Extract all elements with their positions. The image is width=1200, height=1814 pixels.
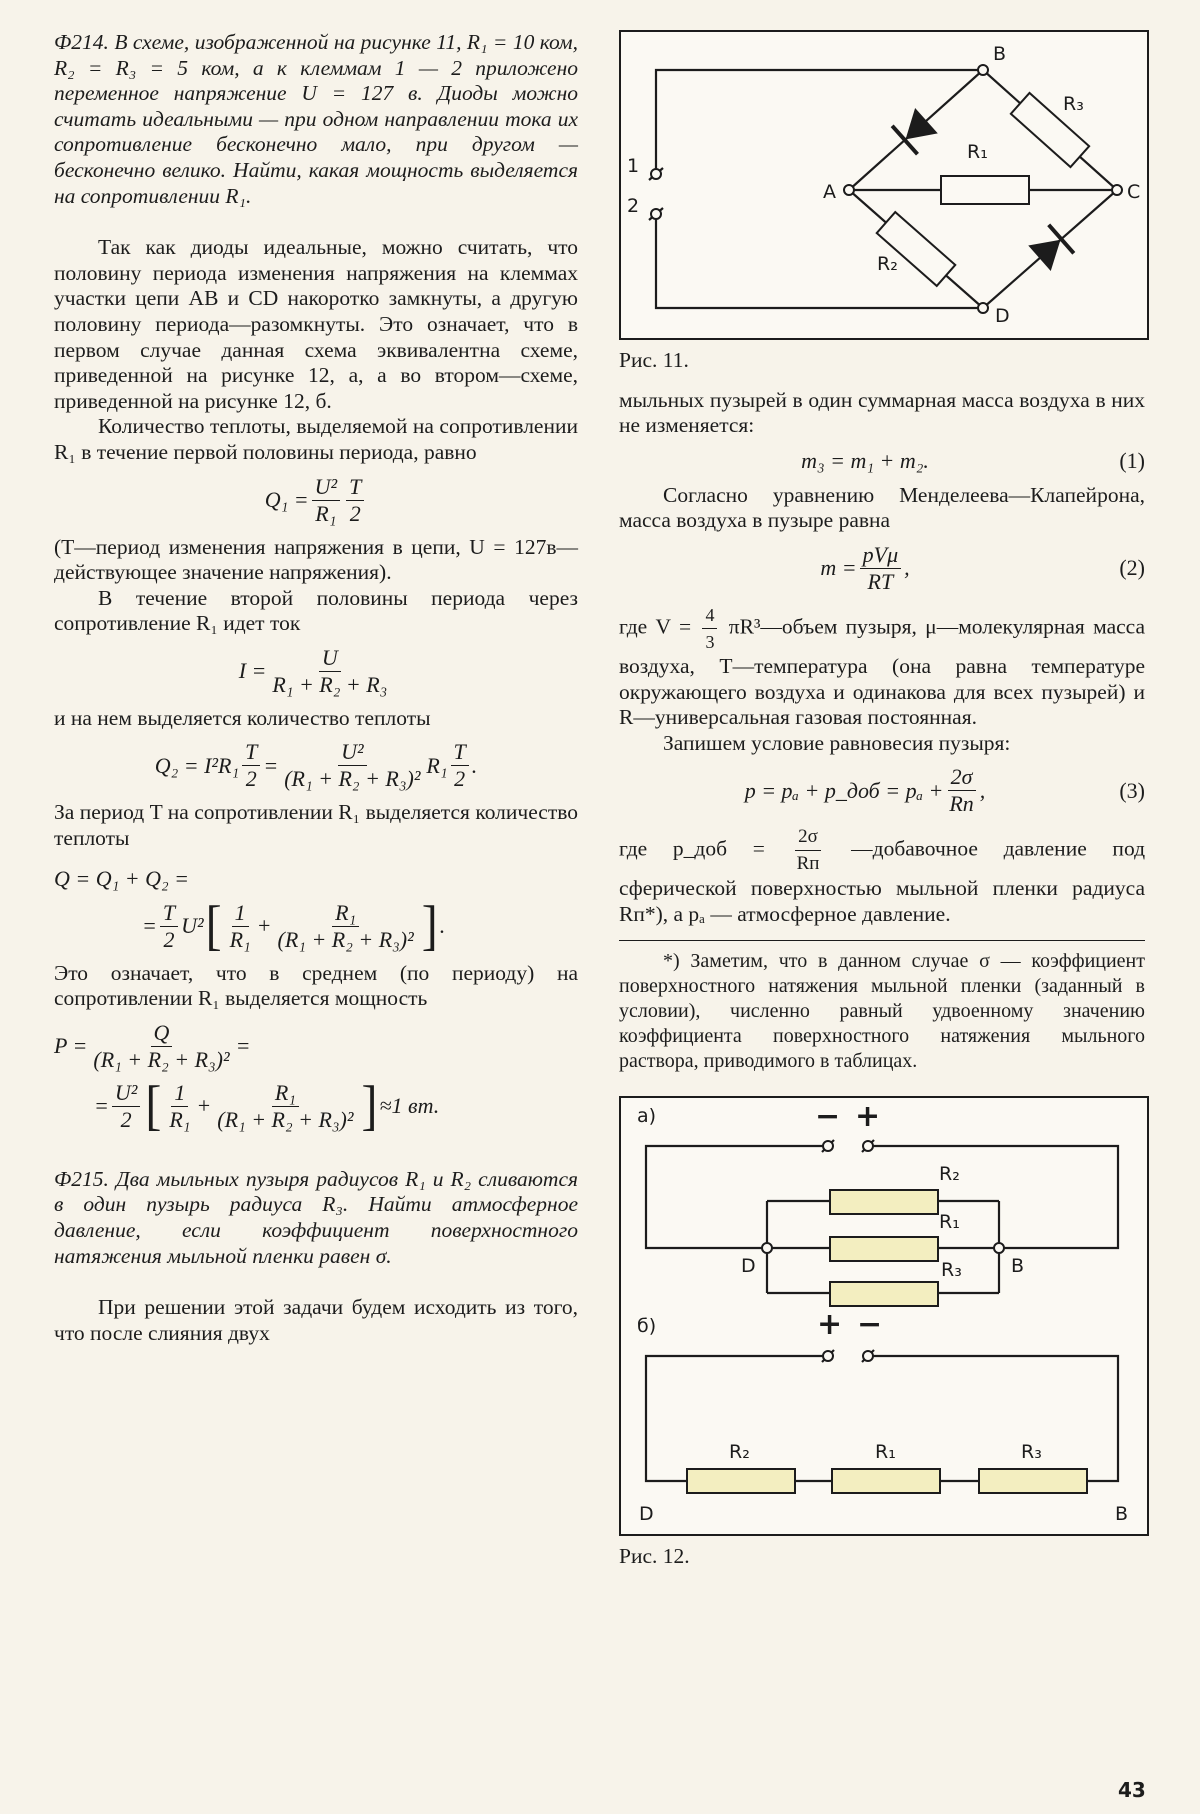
label-r1: R₁: [967, 141, 988, 163]
terminal-minus-a: [823, 1141, 833, 1151]
label-r1-a: R₁: [939, 1210, 960, 1233]
diode-cd: [1027, 225, 1074, 273]
solution-paragraph: В течение второй половины периода через сопротивление R₁ идет ток: [54, 585, 578, 636]
node-b: [978, 65, 988, 75]
label-part-b: б): [637, 1314, 657, 1337]
label-r3: R₃: [1063, 93, 1084, 115]
node-d-a: [762, 1243, 772, 1253]
label-d: D: [995, 305, 1010, 327]
label-r2-b: R₂: [729, 1440, 750, 1463]
solution-paragraph: где V = $\frac{4}{3}$ πR³—объем пузыря, μ—молекулярная масса воздуха, T—температура (она равна температуре окружающего воздуха и одинакова для всех пузырей) и R—универсальная газовая постоянная.: [619, 604, 1146, 730]
label-d-a: D: [741, 1254, 756, 1277]
figure-11-circuit: [619, 30, 1149, 340]
label-r3-b: R₃: [1021, 1440, 1042, 1463]
label-2: 2: [627, 195, 640, 217]
equation-3: p = pₐ + p_доб = pₐ + $\frac{2\sigma}{Rп}$ , (3): [744, 764, 1145, 817]
solution-paragraph: Количество теплоты, выделяемой на сопротивлении R₁ в течение первой половины периода, равно: [54, 414, 578, 464]
footnote: *) Заметим, что в данном случае σ — коэффициент поверхностного натяжения мыльной пленки (заданный в условии), численно равный удвоенному значению коэффициента поверхностного натяжения мыльного раствора, приводимого в таблицах.: [619, 949, 1145, 1072]
terminal-2: [651, 209, 661, 219]
label-minus-a: −: [815, 1098, 841, 1134]
left-column: [54, 30, 578, 1346]
resistor-r3-a: [830, 1282, 938, 1306]
resistor-r1-a: [830, 1237, 938, 1261]
equation-q-sum: Q = Q₁ + Q₂ =: [54, 865, 189, 891]
label-1: 1: [627, 155, 640, 177]
problem-f214: Ф214. В схеме, изображенной на рисунке 11, R₁ = 10 ком, R₂ = R₃ = 5 ком, а к клеммам 1 — 2 приложено переменное напряжение U = 127 в. Диоды можно считать идеальными — при одном направлении тока их сопротивление бесконечно мало, при другом — бесконечно велико. Найти, какая мощность выделяется на сопротивлении R₁.: [54, 30, 578, 208]
equation-1: m₃ = m₁ + m₂. (1): [801, 447, 1145, 473]
resistor-r2-b: [687, 1469, 795, 1493]
node-a: [844, 185, 854, 195]
figure-12-circuits: [619, 1096, 1149, 1536]
solution-paragraph: За период T на сопротивлении R₁ выделяется количество теплоты: [54, 800, 578, 851]
solution-paragraph: (T—период изменения напряжения в цепи, U = 127в—действующее значение напряжения).: [54, 534, 578, 585]
node-b-a: [994, 1243, 1004, 1253]
resistor-r3-b: [979, 1469, 1087, 1493]
label-r1-b: R₁: [875, 1440, 896, 1463]
label-c: C: [1127, 181, 1141, 203]
solution-paragraph: Согласно уравнению Менделеева—Клапейрона, масса воздуха в пузыре равна: [619, 482, 1145, 533]
wire: [656, 70, 983, 174]
solution-paragraph: и на нем выделяется количество теплоты: [54, 705, 431, 730]
solution-paragraph: мыльных пузырей в один суммарная масса воздуха в них не изменяется:: [619, 387, 1145, 438]
label-r3-a: R₃: [941, 1258, 962, 1281]
equation-power-result: = $\frac{\text{U²}}{2}$ [ $\frac{1}{\text{R₁}}$ + $\frac{\text{R₁}}{\text{(R₁ + R₂ + R₃)²}}$ ] ≈1 вт.: [94, 1075, 440, 1137]
figure-11-caption: Рис. 11.: [619, 348, 689, 372]
label-minus-b: −: [857, 1306, 883, 1342]
label-r2: R₂: [877, 253, 898, 275]
resistor-r2-a: [830, 1190, 938, 1214]
equation-current: I = $\frac{U}{\text{R₁ + R₂ + R₃}}$: [238, 644, 388, 697]
problem-f215: Ф215. Два мыльных пузыря радиусов R₁ и R₂ сливаются в один пузырь радиуса R₃. Найти атмосферное давление, если коэффициент поверхностного натяжения мыльной пленки равен σ.: [54, 1166, 578, 1268]
figure-12-caption: Рис. 12.: [619, 1543, 690, 1568]
footnote-rule: [619, 940, 1145, 941]
solution-paragraph: Это означает, что в среднем (по периоду) на сопротивлении R₁ выделяется мощность: [54, 960, 578, 1011]
equation-power: P = $\frac{Q}{\text{(R₁ + R₂ + R₃)²}}$ =: [54, 1019, 251, 1072]
resistor-r1: [941, 176, 1029, 204]
terminal-minus-b: [863, 1351, 873, 1361]
terminal-plus-b: [823, 1351, 833, 1361]
label-plus-a: +: [855, 1098, 881, 1134]
resistor-r1-b: [832, 1469, 940, 1493]
equation-q2: Q₂ = I²R₁ $\frac{T}{2}$ = $\frac{\text{U²}}{\text{(R₁ + R₂ + R₃)²}}$ R₁ $\frac{T}{2}$ .: [154, 739, 478, 792]
label-d-b: D: [639, 1502, 654, 1525]
diode-ab: [892, 107, 939, 155]
terminal-1: [651, 169, 661, 179]
solution-paragraph: где p_доб = $\frac{2\sigma}{Rп}$ —добавочное давление под сферической поверхностью мыльной пленки радиуса Rп*), а pₐ — атмосферное давление.: [619, 826, 1146, 926]
terminal-plus-a: [863, 1141, 873, 1151]
label-part-a: а): [637, 1104, 657, 1127]
solution-paragraph: При решении этой задачи будем исходить из того, что после слияния двух: [54, 1295, 578, 1345]
solution-paragraph: Запишем условие равновесия пузыря:: [663, 730, 1011, 755]
node-d: [978, 303, 988, 313]
label-r2-a: R₂: [939, 1162, 960, 1185]
solution-paragraph: Так как диоды идеальные, можно считать, что половину периода изменения напряжения на клеммах участки цепи AB и CD накоротко замкнуты, а другую половину периода—разомкнуты. Это означает, что в первом случае данная схема эквивалентна схеме, приведенной на рисунке 12, а, а во втором—схеме, приведенной на рисунке 12, б.: [54, 235, 578, 413]
label-a: A: [823, 181, 836, 203]
equation-q1: Q₁ = $\frac{\text{U²}}{\text{R₁}}$ $\frac{T}{2}$: [54, 475, 578, 526]
node-c: [1112, 185, 1122, 195]
equation-2: m = $\frac{\text{pVμ}}{RT}$ , (2): [820, 541, 1145, 594]
right-column: [619, 30, 1145, 1569]
label-b: B: [993, 43, 1007, 65]
equation-q-expanded: = $\frac{T}{2}$ U² [ $\frac{1}{\text{R₁}}$ + $\frac{\text{R₁}}{\text{(R₁ + R₂ + R₃)²}}$ ] .: [142, 895, 446, 957]
wire: [646, 1146, 824, 1248]
label-b-a: B: [1011, 1254, 1025, 1277]
label-b-b: B: [1115, 1502, 1129, 1525]
page-number: 43: [1118, 1778, 1146, 1802]
label-plus-b: +: [817, 1306, 843, 1342]
